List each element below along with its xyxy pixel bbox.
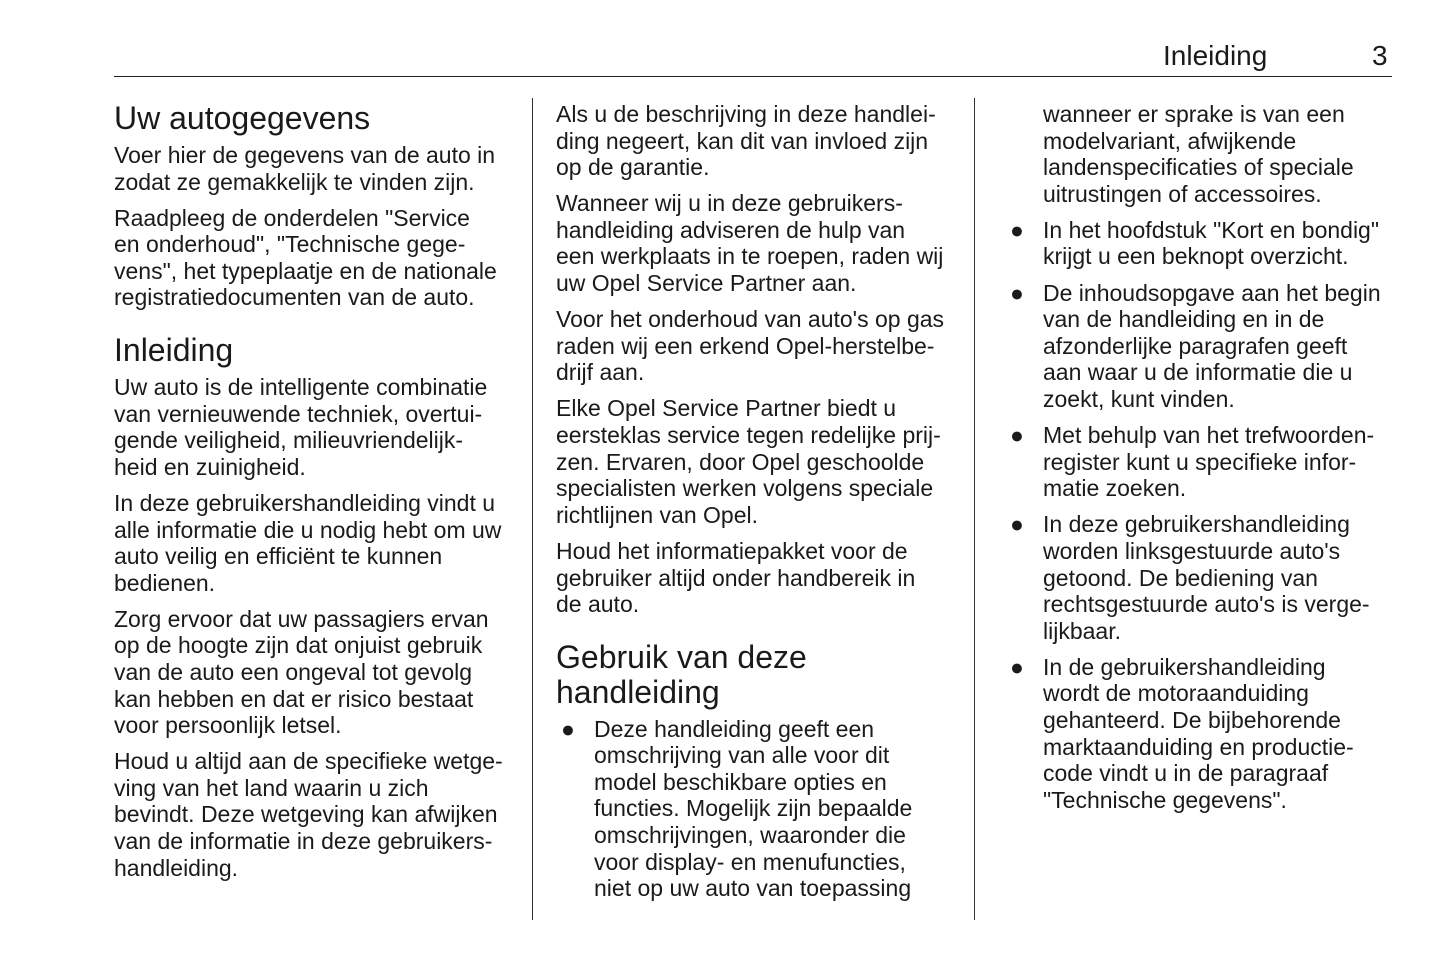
text-line: Uw autogegevens	[114, 100, 371, 136]
paragraph	[556, 101, 966, 181]
text-line: De inhoudsopgave aan het begin	[1043, 279, 1381, 306]
text-line: Inleiding	[114, 332, 234, 369]
bullet-item	[1005, 280, 1405, 413]
bullet-icon: ●	[561, 715, 575, 742]
text-line: handleiding adviseren de hulp van	[556, 216, 906, 243]
paragraph	[114, 490, 524, 596]
text-line: eersteklas service tegen redelijke prij-	[556, 422, 941, 449]
bullet-icon: ●	[1010, 653, 1024, 680]
text-line: wanneer er sprake is van een	[1043, 101, 1345, 127]
text-line: handleiding.	[114, 854, 239, 881]
text-line: getoond. De bediening van	[1043, 564, 1318, 591]
text-line: wordt de motoraanduiding	[1043, 680, 1309, 707]
text-line: ving van het land waarin u zich	[114, 774, 429, 801]
text-line: In het hoofdstuk "Kort en bondig"	[1043, 216, 1380, 243]
header-rule	[114, 76, 1392, 77]
text-line: voor persoonlijk letsel.	[114, 712, 342, 739]
running-header-title: Inleiding	[1163, 40, 1268, 71]
text-line: gende veiligheid, milieuvriendelijk-	[114, 427, 464, 454]
paragraph	[556, 538, 966, 618]
text-line: Deze handleiding geeft een	[594, 715, 875, 742]
column-2	[556, 101, 966, 911]
text-line: een werkplaats in te roepen, raden wij	[556, 243, 944, 270]
text-line: "Technische gegevens".	[1043, 786, 1287, 813]
text-line: Elke Opel Service Partner biedt u	[556, 395, 897, 422]
paragraph	[114, 374, 524, 480]
paragraph	[114, 142, 524, 195]
text-line: heid en zuinigheid.	[114, 453, 306, 480]
bullet-item	[1005, 654, 1405, 814]
text-line: van de handleiding en in de	[1043, 306, 1325, 333]
text-line: worden linksgestuurde auto's	[1043, 537, 1341, 564]
text-line: van vernieuwende techniek, overtui-	[114, 400, 483, 427]
text-line: rechtsgestuurde auto's is verge-	[1043, 591, 1370, 618]
text-line: Wanneer wij u in deze gebruikers-	[556, 190, 903, 217]
text-line: code vindt u in de paragraaf	[1043, 760, 1329, 787]
column-1	[114, 101, 524, 891]
section-heading	[556, 640, 966, 710]
bullet-item	[1005, 217, 1405, 270]
text-line: Gebruik van deze	[556, 638, 807, 675]
text-line: van de informatie in deze gebruikers-	[114, 828, 493, 855]
text-line: Voer hier de gegevens van de auto in	[114, 142, 496, 168]
column-3	[1005, 101, 1405, 823]
text-line: bedienen.	[114, 569, 216, 596]
column-divider	[532, 98, 533, 920]
page-number: 3	[1372, 40, 1388, 71]
paragraph	[556, 190, 966, 296]
text-line: zen. Ervaren, door Opel geschoolde	[556, 448, 925, 475]
text-line: alle informatie die u nodig hebt om uw	[114, 516, 502, 543]
text-line: drijf aan.	[556, 359, 645, 386]
text-line: Houd het informatiepakket voor de	[556, 537, 908, 564]
text-line: In de gebruikershandleiding	[1043, 653, 1326, 680]
bullet-continuation	[1005, 101, 1405, 207]
text-line: uitrustingen of accessoires.	[1043, 180, 1322, 207]
text-line: de auto.	[556, 591, 640, 618]
text-line: van de auto een ongeval tot gevolg	[114, 659, 473, 685]
text-line: en onderhoud", "Technische gege-	[114, 231, 466, 258]
bullet-icon: ●	[1010, 279, 1024, 306]
text-line: matie zoeken.	[1043, 475, 1187, 502]
text-line: Als u de beschrijving in deze handlei-	[556, 101, 936, 127]
bullet-icon: ●	[1010, 511, 1024, 538]
bullet-item	[1005, 422, 1405, 502]
text-line: Zorg ervoor dat uw passagiers ervan	[114, 605, 489, 632]
text-line: op de garantie.	[556, 154, 710, 181]
text-line: model beschikbare opties en	[594, 768, 887, 795]
text-line: auto veilig en efficiënt te kunnen	[114, 543, 443, 570]
text-line: aan waar u de informatie die u	[1043, 359, 1353, 386]
text-line: omschrijving van alle voor dit	[594, 742, 890, 769]
text-line: landenspecificaties of speciale	[1043, 154, 1354, 181]
text-line: handleiding	[556, 673, 720, 710]
column-divider	[974, 98, 975, 920]
bullet-item	[1005, 511, 1405, 644]
text-line: vens", het typeplaatje en de nationale	[114, 257, 497, 284]
bullet-icon: ●	[1010, 216, 1024, 243]
paragraph	[114, 606, 524, 739]
bullet-item	[556, 716, 966, 902]
text-line: gebruiker altijd onder handbereik in	[556, 564, 916, 591]
text-line: registratiedocumenten van de auto.	[114, 284, 475, 311]
text-line: register kunt u specifieke infor-	[1043, 448, 1357, 475]
text-line: kan hebben en dat er risico bestaat	[114, 685, 474, 712]
text-line: voor display- en menufuncties,	[594, 848, 906, 875]
section-heading	[114, 101, 524, 136]
text-line: marktaanduiding en productie-	[1043, 733, 1354, 760]
text-line: ding negeert, kan dit van invloed zijn	[556, 127, 929, 154]
text-line: Houd u altijd aan de specifieke wetge-	[114, 748, 503, 775]
text-line: niet op uw auto van toepassing	[594, 875, 912, 902]
text-line: Voor het onderhoud van auto's op gas	[556, 306, 945, 333]
text-line: zodat ze gemakkelijk te vinden zijn.	[114, 168, 475, 195]
text-line: op de hoogte zijn dat onjuist gebruik	[114, 632, 483, 659]
paragraph	[556, 395, 966, 528]
text-line: afzonderlijke paragrafen geeft	[1043, 332, 1348, 359]
text-line: In deze gebruikershandleiding	[1043, 511, 1350, 538]
text-line: bevindt. Deze wetgeving kan afwijken	[114, 801, 498, 828]
paragraph	[114, 748, 524, 881]
text-line: modelvariant, afwijkende	[1043, 127, 1297, 154]
text-line: uw Opel Service Partner aan.	[556, 270, 857, 297]
text-line: richtlijnen van Opel.	[556, 501, 758, 528]
text-line: krijgt u een beknopt overzicht.	[1043, 243, 1349, 270]
bullet-icon: ●	[1010, 422, 1024, 449]
section-heading	[114, 333, 524, 368]
text-line: Met behulp van het trefwoorden-	[1043, 422, 1375, 449]
paragraph	[114, 205, 524, 311]
text-line: Uw auto is de intelligente combinatie	[114, 374, 488, 401]
text-line: raden wij een erkend Opel-herstelbe-	[556, 332, 935, 359]
text-line: gehanteerd. De bijbehorende	[1043, 706, 1341, 733]
text-line: specialisten werken volgens speciale	[556, 475, 934, 502]
text-line: functies. Mogelijk zijn bepaalde	[594, 795, 913, 822]
paragraph	[556, 306, 966, 386]
text-line: In deze gebruikershandleiding vindt u	[114, 489, 496, 516]
text-line: omschrijvingen, waaronder die	[594, 822, 906, 849]
text-line: lijkbaar.	[1043, 617, 1121, 644]
text-line: zoekt, kunt vinden.	[1043, 385, 1235, 412]
text-line: Raadpleeg de onderdelen "Service	[114, 204, 470, 231]
